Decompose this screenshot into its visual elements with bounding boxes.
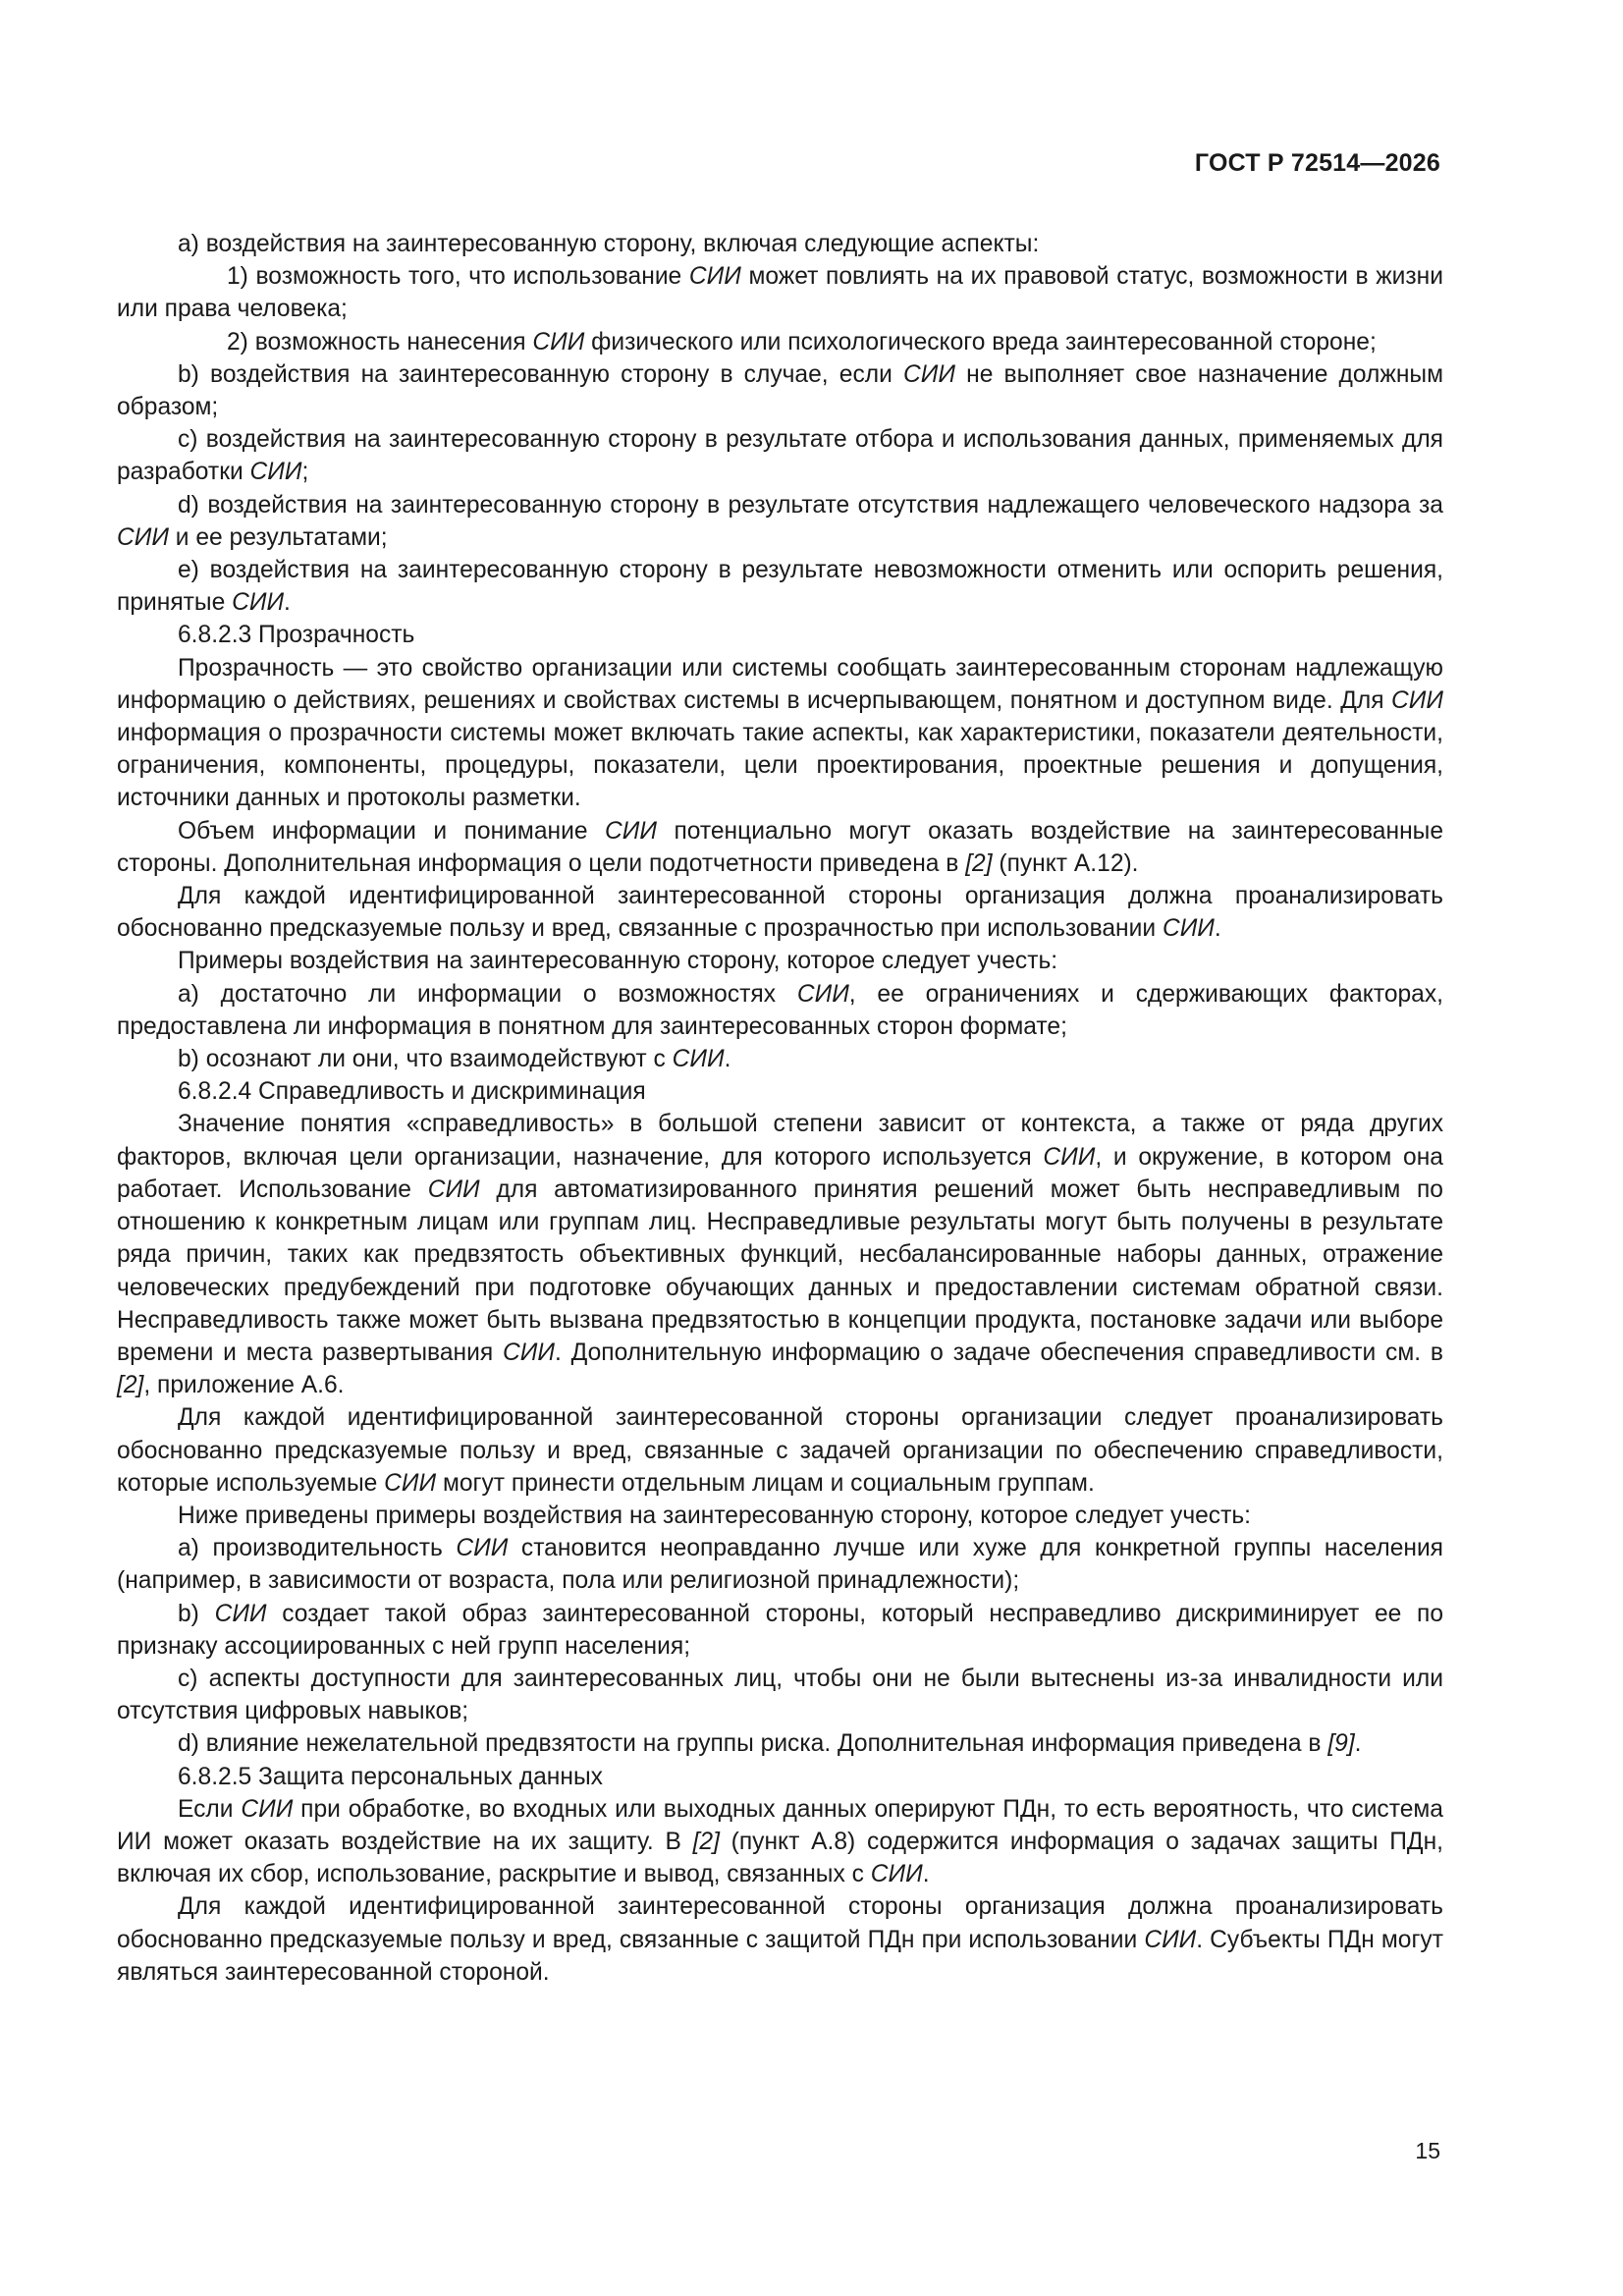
paragraph: Примеры воздействия на заинтересованную сторону, которое следует учесть: — [178, 948, 1058, 975]
paragraph: е) воздействия на заинтересованную сторону в результате невозможности отменить или оспорить решения, принятые СИИ. — [117, 557, 1443, 617]
paragraph: Значение понятия «справедливость» в большой степени зависит от контекста, а также от ряда других факторов, включая цели организации, назначение, для которого используется СИИ, и окружение, в котором она работает. Использование СИИ для автоматизированного принятия решений может быть несправедливым по отношению к конкретным лицам или группам лиц. Несправедливые результаты могут быть получены в результате ряда причин, таких как предвзятость объективных функций, несбалансированные наборы данных, отражение человеческих предубеждений при подготовке обучающих данных и предоставлении системам обратной связи. Несправедливость также может быть вызвана предвзятостью в концепции продукта, постановке задачи или выборе времени и места развертывания СИИ. Дополнительную информацию о задаче обеспечения справедливости см. в [2], приложение А.6. — [117, 1111, 1444, 1399]
paragraph: Для каждой идентифицированной заинтересованной стороны организация должна проанализировать обоснованно предсказуемые пользу и вред, связанные с защитой ПДн при использовании СИИ. Субъекты ПДн могут являться заинтересованной стороной. — [117, 1893, 1443, 1986]
paragraph: Если СИИ при обработке, во входных или выходных данных оперируют ПДн, то есть вероятность, что система ИИ может оказать воздействие на их защиту. В [2] (пункт А.8) содержится информация о задачах защиты ПДн, включая их сбор, использование, раскрытие и вывод, связанных с СИИ. — [117, 1795, 1444, 1888]
document-code-header: ГОСТ Р 72514—2026 — [1194, 149, 1440, 177]
paragraph: Ниже приведены примеры воздействия на заинтересованную сторону, которое следует учесть: — [178, 1502, 1252, 1529]
paragraph: 1) возможность того, что использование СИИ может повлиять на их правовой статус, возможности в жизни или права человека; — [117, 263, 1443, 323]
paragraph: Для каждой идентифицированной заинтересованной стороны организации следует проанализировать обоснованно предсказуемые пользу и вред, связанные с задачей организации по обеспечению справедливости, которые используемые СИИ могут принести отдельным лицам и социальным группам. — [117, 1404, 1443, 1497]
paragraph: а) производительность СИИ становится неоправданно лучше или хуже для конкретной группы населения (например, в зависимости от возраста, пола или религиозной принадлежности); — [117, 1535, 1444, 1595]
paragraph: а) достаточно ли информации о возможностях СИИ, ее ограничениях и сдерживающих факторах, предоставлена ли информация в понятном для заинтересованных сторон формате; — [117, 980, 1443, 1040]
paragraph: 2) возможность нанесения СИИ физического или психологического вреда заинтересованной стороне; — [227, 328, 1377, 355]
paragraph: Для каждой идентифицированной заинтересованной стороны организация должна проанализировать обоснованно предсказуемые пользу и вред, связанные с прозрачностью при использовании СИИ. — [117, 883, 1443, 943]
paragraph: 6.8.2.4 Справедливость и дискриминация — [178, 1078, 646, 1106]
paragraph: а) воздействия на заинтересованную сторону, включая следующие аспекты: — [178, 231, 1040, 257]
paragraph: 6.8.2.3 Прозрачность — [178, 622, 415, 649]
paragraph: d) влияние нежелательной предвзятости на группы риска. Дополнительная информация приведена в [9]. — [178, 1730, 1362, 1758]
paragraph: с) воздействия на заинтересованную сторону в результате отбора и использования данных, применяемых для разработки СИИ; — [117, 426, 1443, 486]
paragraph: d) воздействия на заинтересованную сторону в результате отсутствия надлежащего человеческого надзора за СИИ и ее результатами; — [117, 491, 1443, 551]
paragraph: Объем информации и понимание СИИ потенциально могут оказать воздействие на заинтересованные стороны. Дополнительная информация о цели подотчетности приведена в [2] (пункт А.12). — [117, 817, 1444, 877]
document-body — [117, 228, 1443, 1989]
paragraph: с) аспекты доступности для заинтересованных лиц, чтобы они не были вытеснены из-за инвалидности или отсутствия цифровых навыков; — [117, 1665, 1443, 1725]
paragraph: b) воздействия на заинтересованную сторону в случае, если СИИ не выполняет свое назначение должным образом; — [117, 360, 1443, 421]
paragraph: 6.8.2.5 Защита персональных данных — [178, 1763, 603, 1790]
paragraph: b) СИИ создает такой образ заинтересованной стороны, который несправедливо дискриминирует ее по признаку ассоциированных с ней групп населения; — [117, 1600, 1444, 1660]
paragraph: Прозрачность — это свойство организации или системы сообщать заинтересованным сторонам надлежащую информацию о действиях, решениях и свойствах системы в исчерпывающем, понятном и доступном виде. Для СИИ информация о прозрачности системы может включать такие аспекты, как характеристики, показатели деятельности, ограничения, компоненты, процедуры, показатели, цели проектирования, проектные решения и допущения, источники данных и протоколы разметки. — [117, 654, 1443, 812]
page-number: 15 — [1415, 2138, 1440, 2163]
paragraph: b) осознают ли они, что взаимодействуют с СИИ. — [178, 1046, 731, 1073]
